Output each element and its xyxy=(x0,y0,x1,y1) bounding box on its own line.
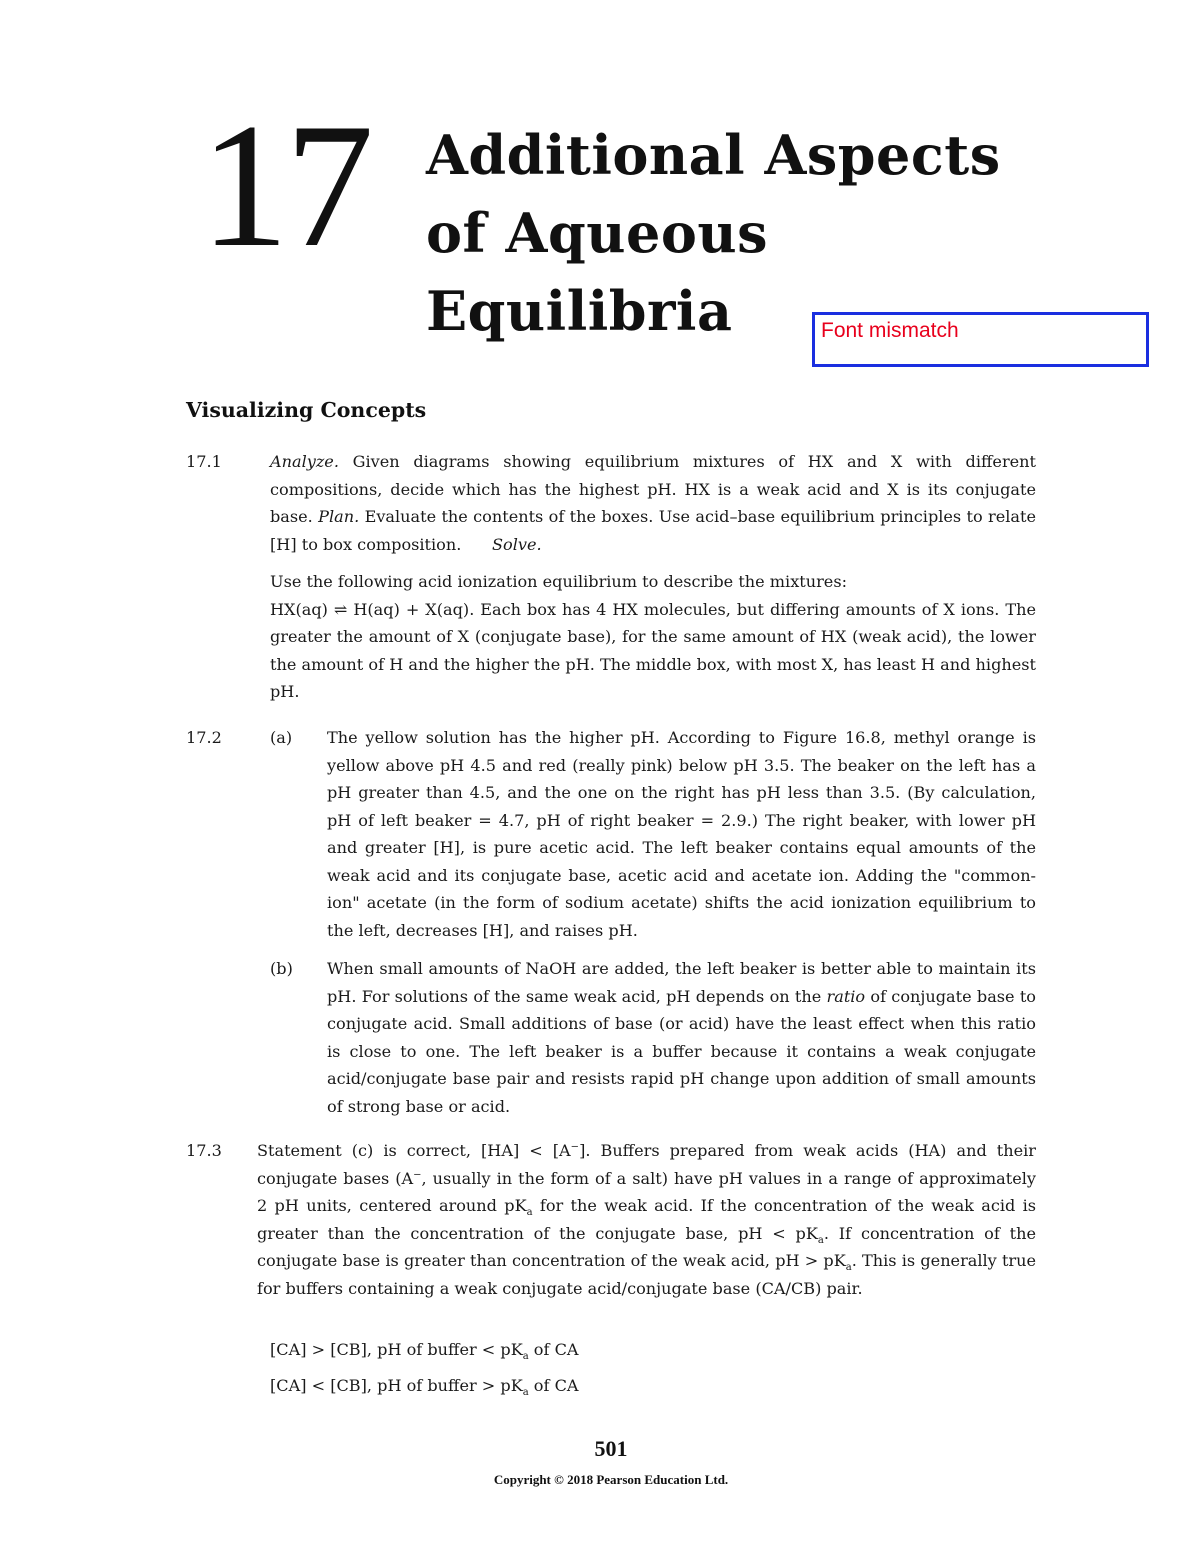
text-run: ], is pure acetic acid. The left beaker contains equal amounts of the weak acid and its conjugate base, acetic acid and acetate ion. Adding the "common-ion" acetate (in the form of sodium acetate) shifts the acid ionization equilibrium to the left, decreases [H xyxy=(327,838,1036,940)
problem-number-17-3: 17.3 xyxy=(186,1141,222,1160)
subscript-a: a xyxy=(522,1387,529,1399)
text-run: and highest pH. xyxy=(270,654,1036,701)
solve-label: Solve. xyxy=(492,534,542,554)
problem-17-3-text xyxy=(257,1137,1036,1302)
problem-17-1-analysis xyxy=(270,448,1036,558)
text-run: , usually in the form of a salt) have pH values in a range of approximately 2 pH units, centered around pK xyxy=(257,1168,1036,1215)
text-run: with different compositions, decide which has the highest pH. HX is a weak acid and X xyxy=(270,452,1036,499)
plan-label: Plan. xyxy=(318,507,360,526)
text-run: of CA xyxy=(528,1340,579,1359)
subscript-a: a xyxy=(526,1207,533,1219)
text-run: (aq). Each box has 4 HX molecules, but differing amounts of X xyxy=(436,599,955,619)
chapter-title-line-2: of Aqueous xyxy=(426,201,768,265)
text-run: ions. The greater the amount of X xyxy=(270,599,1036,646)
chapter-title-line-3: Equilibria xyxy=(426,279,733,343)
text-run: [CA] > [CB], pH of buffer < pK xyxy=(270,1340,523,1359)
text-run: (conjugate base), for the same amount of HX (weak acid), the lower the amount of H xyxy=(270,627,1036,674)
text-run: . This is generally true for buffers containing a weak conjugate acid/conjugate base (CA/CB) pair. xyxy=(257,1251,1037,1298)
text-run: Given diagrams showing equilibrium mixtures of HX and X xyxy=(338,452,903,471)
subscript-a: a xyxy=(845,1262,852,1274)
annotation-label: Font mismatch xyxy=(821,319,959,342)
chapter-title-line-1: Additional Aspects xyxy=(426,123,1001,187)
subscript-a: a xyxy=(817,1234,824,1246)
text-run: HX(aq) ⇌ H xyxy=(270,599,368,619)
text-run: (aq) + X xyxy=(367,599,437,619)
page-number: 501 xyxy=(594,1436,628,1461)
text-run: and the higher the pH. The middle box, with most X xyxy=(403,654,834,674)
text-run: of conjugate base to conjugate acid. Small additions of base (or acid) have the least effect when this ratio is close to one. The left beaker is a buffer because it contains a weak conjugate acid/conjugate base pair and resists rapid pH change upon addition of small amounts of strong base or acid. xyxy=(327,986,1036,1116)
problem-number-17-2: 17.2 xyxy=(186,728,222,747)
text-run: Use the following acid ionization equilibrium to describe the mixtures: xyxy=(270,572,848,591)
text-run: The yellow solution has the higher pH. According to Figure 16.8, methyl orange is yellow above pH 4.5 and red (really pink) below pH 3.5. The beaker on the left has a pH greater than 4.5, and the one on the right has pH less than 3.5. (By calculation, pH of left beaker = 4.7, pH of right beaker = 2.9.) The right beaker, with lower pH and greater [H xyxy=(327,728,1036,857)
text-run: for the weak acid. If the concentration of the weak acid is greater than the concentration of the conjugate base, pH < pK xyxy=(257,1196,1037,1243)
text-run: , has least H xyxy=(833,654,935,674)
equation-line-1 xyxy=(270,1336,579,1364)
subscript-a: a xyxy=(522,1351,529,1363)
problem-17-1-solution xyxy=(270,568,1036,706)
superscript-minus: − xyxy=(570,1141,580,1153)
ratio-emphasis: ratio xyxy=(826,986,866,1006)
text-run: Statement (c) is correct, [HA] < [A xyxy=(257,1141,571,1160)
chapter-number: 17 xyxy=(200,86,370,284)
superscript-minus: − xyxy=(413,1169,422,1181)
text-run: is its conjugate base. xyxy=(270,479,1036,526)
text-run: When small amounts of NaOH are added, the left beaker is better able to maintain its pH. For solutions of the same weak acid, pH depends on the xyxy=(327,959,1036,1006)
analyze-label: Analyze. xyxy=(270,452,339,471)
text-run: [CA] < [CB], pH of buffer > pK xyxy=(270,1376,523,1395)
text-run: . If concentration of the conjugate base is greater than concentration of the weak acid, pH > pK xyxy=(257,1223,1036,1270)
problem-number-17-1: 17.1 xyxy=(186,452,222,471)
text-run: ], and raises pH. xyxy=(502,920,638,940)
equation-line-2 xyxy=(270,1372,579,1400)
part-a-label: (a) xyxy=(270,728,293,747)
part-b-label: (b) xyxy=(270,959,293,978)
text-run: Evaluate the contents of the boxes. Use acid–base equilibrium principles to relate [H xyxy=(270,507,1036,554)
section-heading: Visualizing Concepts xyxy=(186,398,427,422)
problem-17-2-part-b xyxy=(327,955,1036,1120)
copyright-notice: Copyright © 2018 Pearson Education Ltd. xyxy=(493,1472,729,1487)
problem-17-2-part-a xyxy=(327,724,1036,944)
text-run: ]. Buffers prepared from weak acids (HA) and their conjugate bases (A xyxy=(257,1141,1036,1188)
text-run: of CA xyxy=(528,1376,579,1395)
text-run: ] to box composition. xyxy=(290,534,462,554)
font-mismatch-annotation xyxy=(812,312,1149,367)
